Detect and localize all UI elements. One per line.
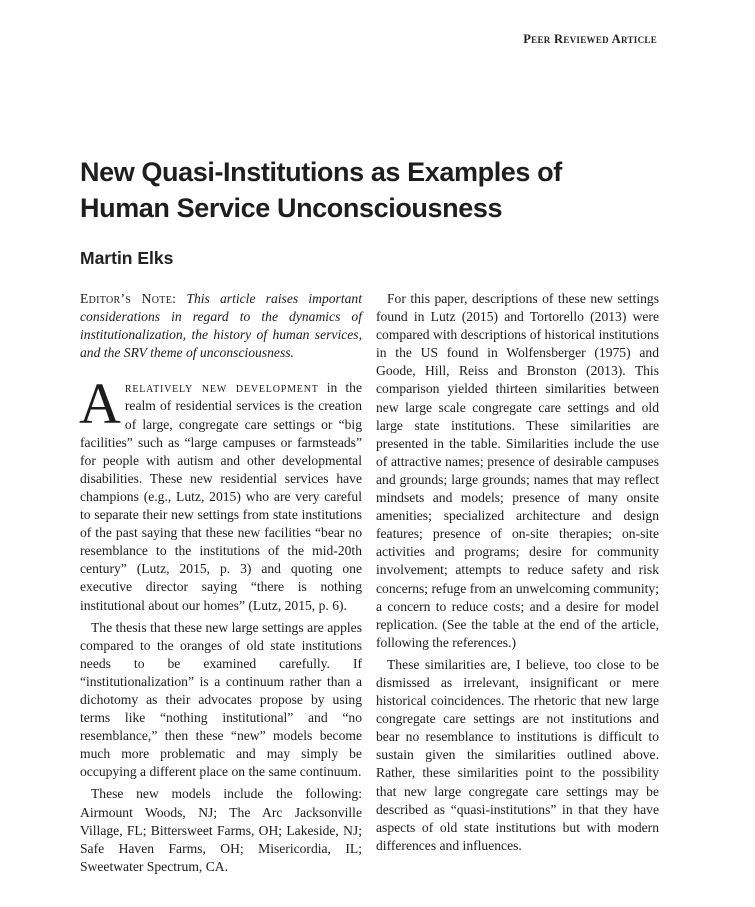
lead-paragraph xyxy=(79,371,362,614)
lead-paragraph-text: in the realm of residential services is the creation of large, congregate care settings or “big facilities” such as “large campuses or farmsteads” for people with autism and other developmental disabilities. These new residential services have champions (e.g., Lutz, 2015) who are very careful to separate their new settings from state institutions of the past saying that these new facilities “bear no resemblance to the institutions of the mid-20th century” (Lutz, 2015, p. 3) and quoting one executive director saying “there is nothing institutional about our homes” (Lutz, 2015, p. 6). xyxy=(80,380,362,613)
body-paragraph: For this paper, descriptions of these new settings found in Lutz (2015) and Tortorello (2013) were compared with descriptions of historical institutions in the US found in Wolfensberger (1975) and Goode, Hill, Reiss and Bronston (2013). This comparison yielded thirteen similarities between new large scale congregate care settings and old large state institutions. These similarities are presented in the table. Similarities include the use of attractive names; presence of desirable campuses and grounds; large grounds; names that may reflect mindsets and models; presence of many onsite amenities; specialized architecture and design features; presence of on-site therapies; on-site activities and programs; desire for community involvement; attempts to reduce safety and risk concerns; refuge from an unwelcoming community; a concern to reduce costs; and a desire for model replication. (See the table at the end of the article, following the references.) xyxy=(376,291,659,650)
running-head: Peer Reviewed Article xyxy=(523,32,657,46)
author-name: Martin Elks xyxy=(80,248,174,268)
body-paragraph: These new models include the following: Airmount Woods, NJ; The Arc Jacksonville Village, FL; Bittersweet Farms, OH; Lakeside, NJ; Safe Haven Farms, OH; Misericordia, IL; Sweetwater Spectrum, CA. xyxy=(80,786,362,874)
editors-note xyxy=(80,290,362,362)
left-column xyxy=(80,290,362,876)
article-title: New Quasi-Institutions as Examples of Human Service Unconsciousness xyxy=(80,157,562,223)
body-paragraph: The thesis that these new large settings are apples compared to the oranges of old state institutions needs to be examined carefully. If “institutionalization” is a continuum rather than a dichotomy as their advocates propose by using terms like “nothing institutional” and “no resemblance,” then these “new” models become much more problematic and may simply be occupying a different place on the same continuum. xyxy=(80,619,362,780)
lead-in-smallcaps: relatively new development xyxy=(124,380,319,396)
editors-note-text: This article raises important considerations in regard to the dynamics of institutionalization, the history of human services, and the SRV theme of unconsciousness. xyxy=(80,291,362,361)
body-paragraph: These similarities are, I believe, too close to be dismissed as irrelevant, insignificant or mere historical coincidences. The rhetoric that new large congregate care settings are not institutions and bear no resemblance to institutions is difficult to sustain given the similarities outlined above. Rather, these similarities point to the possibility that new large congregate care settings may be described as “quasi-institutions” in that they have aspects of old state institutions but with modern differences and influences. xyxy=(376,656,659,853)
drop-cap: A xyxy=(79,371,121,437)
right-column xyxy=(376,290,659,855)
editors-note-label: Editor’s Note: xyxy=(80,291,177,306)
